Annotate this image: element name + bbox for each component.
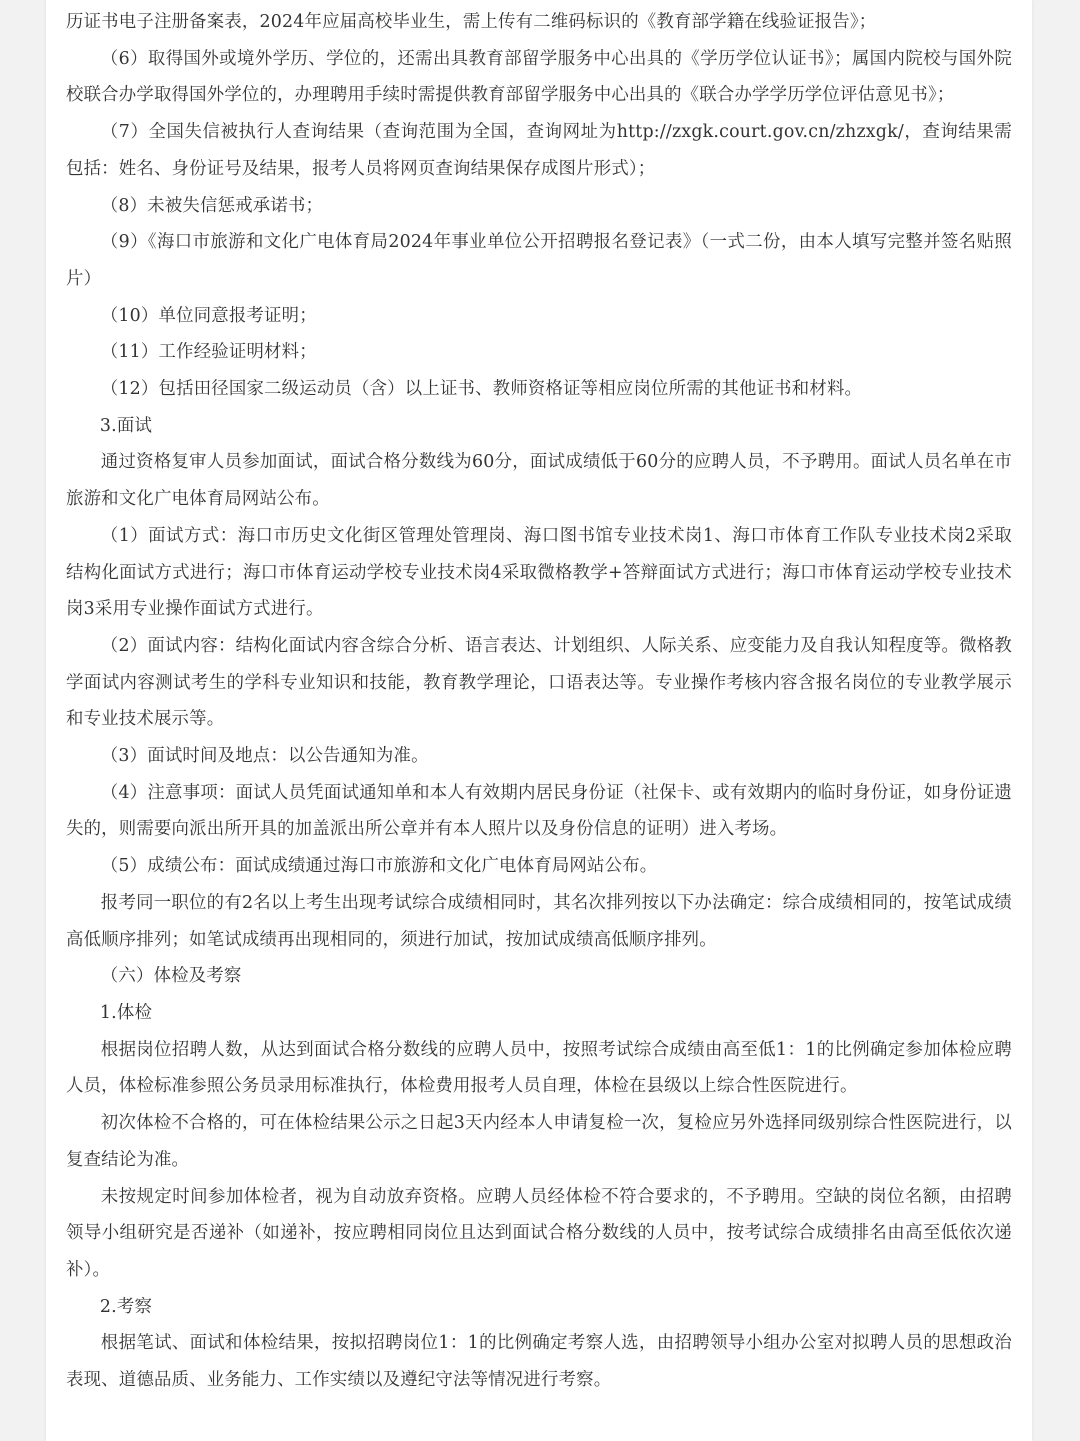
paragraph: （5）成绩公布：面试成绩通过海口市旅游和文化广电体育局网站公布。 xyxy=(100,856,658,877)
paragraph: （8）未被失信惩戒承诺书； xyxy=(100,195,324,216)
paragraph: 历证书电子注册备案表，2024年应届高校毕业生，需上传有二维码标识的《教育部学籍在线验证报告》； xyxy=(66,12,877,32)
document-page xyxy=(46,0,1032,1441)
paragraph: （12）包括田径国家二级运动员（含）以上证书、教师资格证等相应岗位所需的其他证书和材料。 xyxy=(100,379,863,400)
paragraph: （4）注意事项：面试人员凭面试通知单和本人有效期内居民身份证（社保卡、或有效期内的临时身份证，如身份证遗失的，则需要向派出所开具的加盖派出所公章并有本人照片以及身份信息的证明）进入考场。 xyxy=(66,782,1012,840)
paragraph: （9）《海口市旅游和文化广电体育局2024年事业单位公开招聘报名登记表》（一式二份，由本人填写完整并签名贴照片） xyxy=(66,232,1012,289)
paragraph: （3）面试时间及地点：以公告通知为准。 xyxy=(100,746,429,767)
section-heading: 2.考察 xyxy=(99,1296,153,1317)
paragraph: （7）全国失信被执行人查询结果（查询范围为全国，查询网址为http://zxgk.court.gov.cn/zhzxgk/，查询结果需包括：姓名、身份证号及结果，报考人员将网页查询结果保存成图片形式）； xyxy=(66,122,1012,179)
section-heading: 1.体检 xyxy=(99,1002,153,1023)
paragraph: （1）面试方式：海口市历史文化街区管理处管理岗、海口图书馆专业技术岗1、海口市体育工作队专业技术岗2采取结构化面试方式进行；海口市体育运动学校专业技术岗4采取微格教学+答辩面试方式进行；海口市体育运动学校专业技术岗3采用专业操作面试方式进行。 xyxy=(66,525,1012,620)
paragraph: 初次体检不合格的，可在体检结果公示之日起3天内经本人申请复检一次，复检应另外选择同级别综合性医院进行，以复查结论为准。 xyxy=(66,1113,1012,1170)
paragraph: 通过资格复审人员参加面试，面试合格分数线为60分，面试成绩低于60分的应聘人员，不予聘用。面试人员名单在市旅游和文化广电体育局网站公布。 xyxy=(66,452,1012,510)
paragraph: （11）工作经验证明材料； xyxy=(100,342,317,363)
section-heading: 3.面试 xyxy=(99,415,153,436)
paragraph: 未按规定时间参加体检者，视为自动放弃资格。应聘人员经体检不符合要求的，不予聘用。空缺的岗位名额，由招聘领导小组研究是否递补（如递补，按应聘相同岗位且达到面试合格分数线的人员中，按考试综合成绩排名由高至低依次递补）。 xyxy=(66,1186,1012,1280)
paragraph: （6）取得国外或境外学历、学位的，还需出具教育部留学服务中心出具的《学历学位认证书》；属国内院校与国外院校联合办学取得国外学位的，办理聘用手续时需提供教育部留学服务中心出具的《联合办学学历学位评估意见书》； xyxy=(66,48,1012,106)
document-body xyxy=(66,4,1012,1399)
section-heading: （六）体检及考察 xyxy=(100,966,242,987)
paragraph: （10）单位同意报考证明； xyxy=(100,305,317,326)
paragraph: （2）面试内容：结构化面试内容含综合分析、语言表达、计划组织、人际关系、应变能力及自我认知程度等。微格教学面试内容测试考生的学科专业知识和技能，教育教学理论，口语表达等。专业操作考核内容含报名岗位的专业教学展示和专业技术展示等。 xyxy=(66,635,1012,730)
paragraph: 报考同一职位的有2名以上考生出现考试综合成绩相同时，其名次排列按以下办法确定：综合成绩相同的，按笔试成绩高低顺序排列；如笔试成绩再出现相同的，须进行加试，按加试成绩高低顺序排列。 xyxy=(66,892,1012,950)
paragraph: 根据岗位招聘人数，从达到面试合格分数线的应聘人员中，按照考试综合成绩由高至低1：1的比例确定参加体检应聘人员，体检标准参照公务员录用标准执行，体检费用报考人员自理，体检在县级以上综合性医院进行。 xyxy=(66,1039,1012,1097)
paragraph: 根据笔试、面试和体检结果，按拟招聘岗位1：1的比例确定考察人选，由招聘领导小组办公室对拟聘人员的思想政治表现、道德品质、业务能力、工作实绩以及遵纪守法等情况进行考察。 xyxy=(66,1333,1012,1391)
